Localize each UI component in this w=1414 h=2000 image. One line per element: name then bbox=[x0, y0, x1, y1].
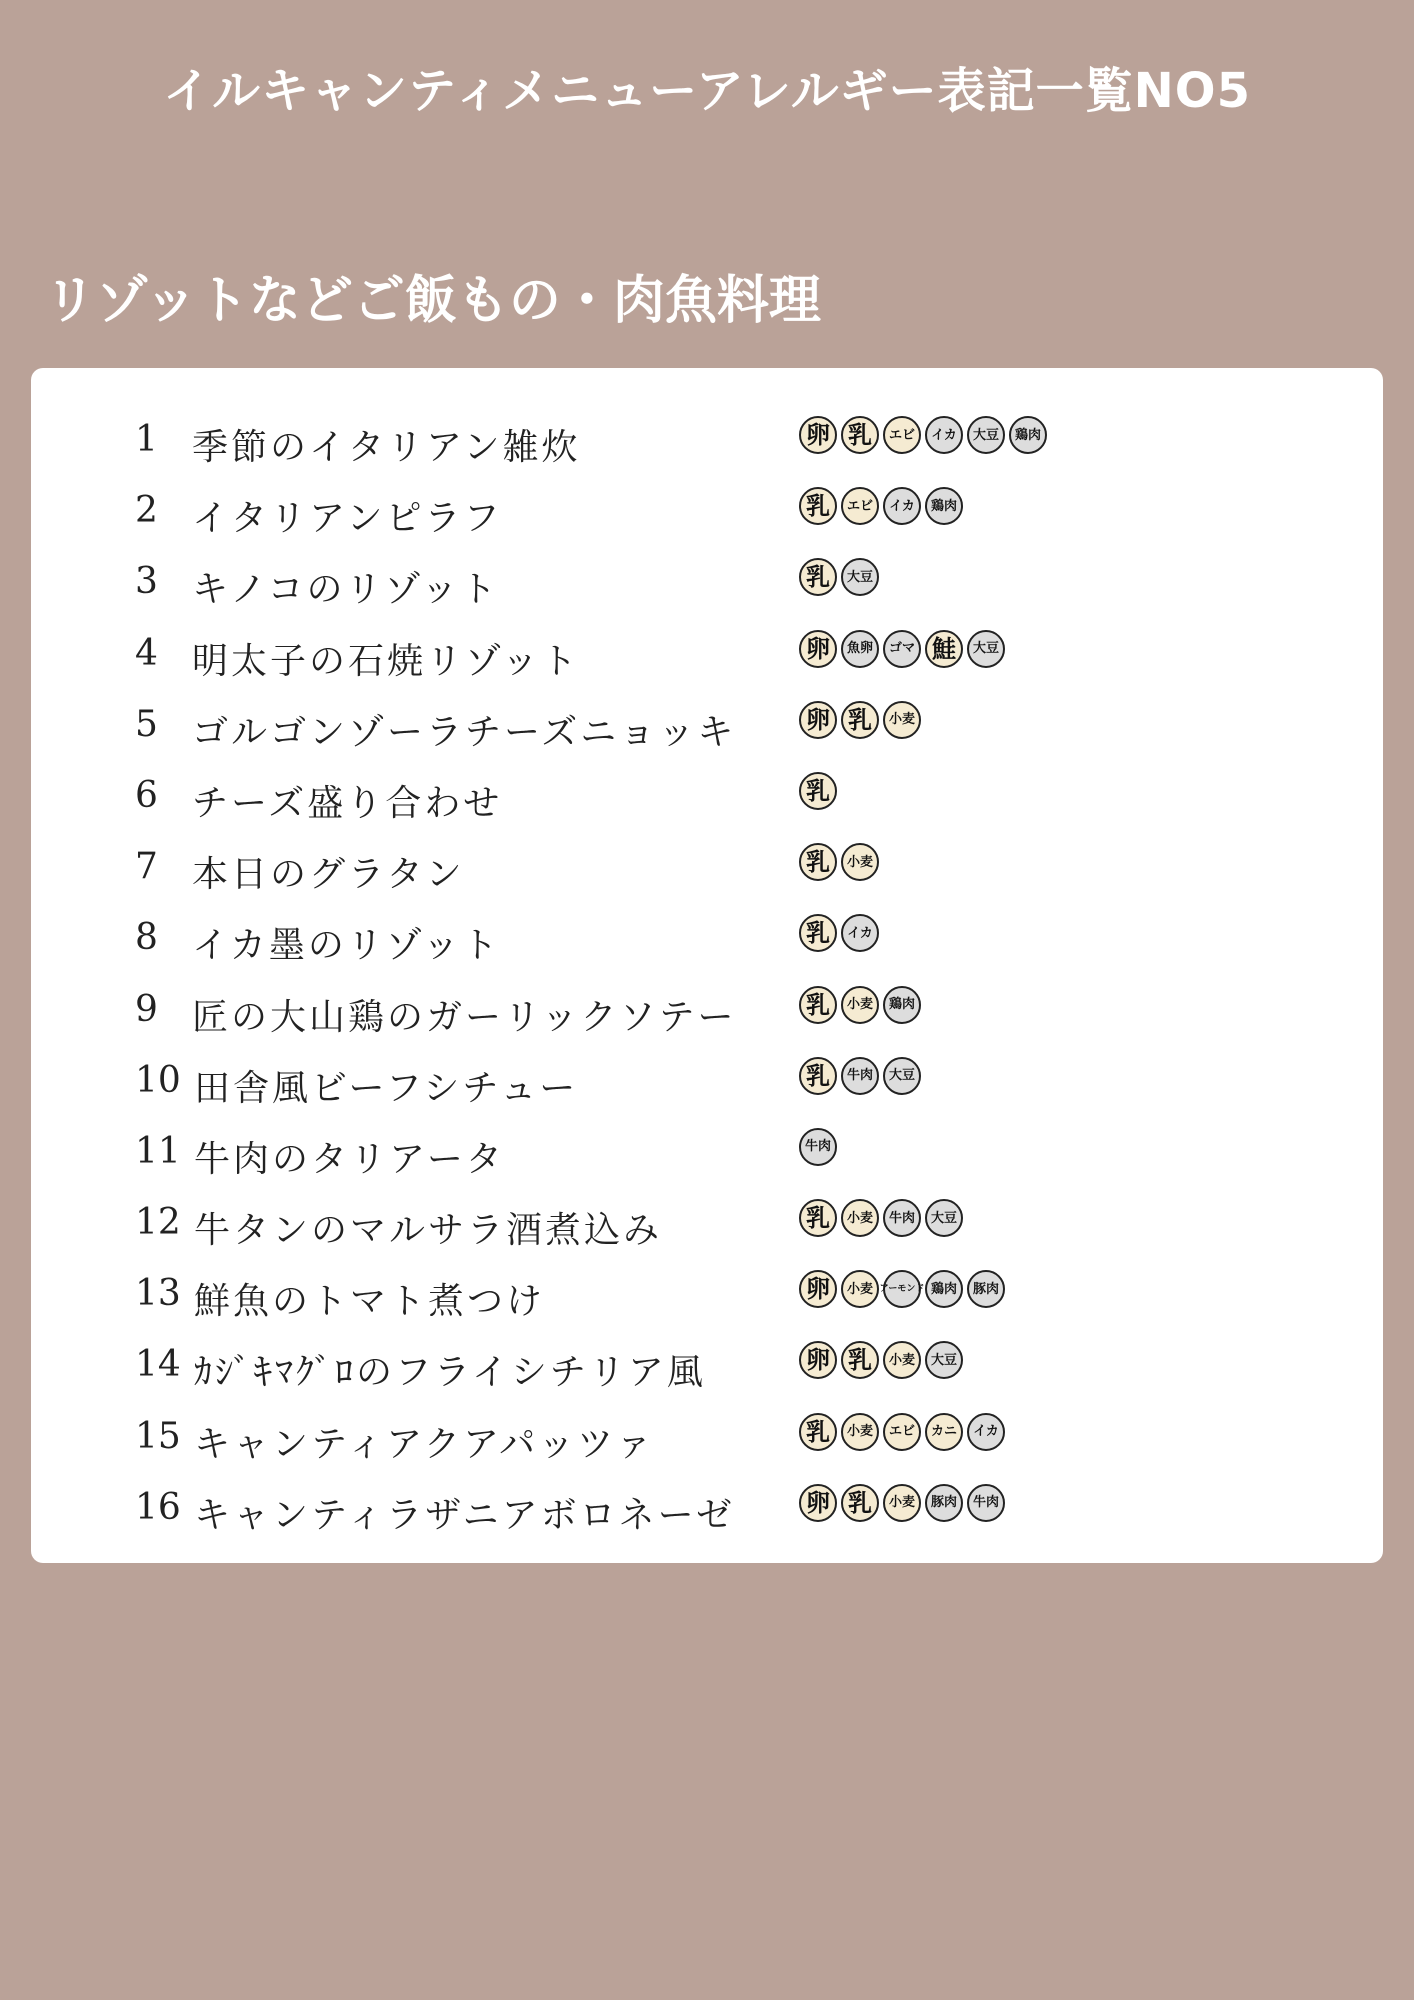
allergen-squid-icon: イカ bbox=[883, 487, 921, 525]
allergen-pork-icon: 豚肉 bbox=[967, 1270, 1005, 1308]
menu-item bbox=[31, 901, 1383, 972]
allergen-badges bbox=[799, 772, 837, 810]
menu-item bbox=[31, 973, 1383, 1044]
menu-item-number: 7 bbox=[135, 846, 158, 888]
menu-item-name: キャンティアクアパッツァ bbox=[194, 1423, 655, 1465]
allergen-wheat-icon: 小麦 bbox=[841, 986, 879, 1024]
allergen-milk-icon: 乳 bbox=[799, 914, 837, 952]
allergen-badges bbox=[799, 986, 921, 1024]
allergen-soy-icon: 大豆 bbox=[883, 1057, 921, 1095]
menu-item bbox=[31, 830, 1383, 901]
menu-item-number: 4 bbox=[135, 632, 158, 674]
menu-item-number: 12 bbox=[135, 1202, 181, 1244]
allergen-badges bbox=[799, 1057, 921, 1095]
allergen-soy-icon: 大豆 bbox=[967, 630, 1005, 668]
menu-item bbox=[31, 1186, 1383, 1257]
allergen-squid-icon: イカ bbox=[841, 914, 879, 952]
allergen-egg-icon: 卵 bbox=[799, 416, 837, 454]
menu-item-number: 5 bbox=[135, 703, 158, 745]
menu-item bbox=[31, 617, 1383, 688]
allergen-beef-icon: 牛肉 bbox=[841, 1057, 879, 1095]
menu-item-number: 8 bbox=[135, 917, 158, 959]
allergen-badges bbox=[799, 1484, 1005, 1522]
allergen-egg-icon: 卵 bbox=[799, 1341, 837, 1379]
menu-item-number: 14 bbox=[135, 1344, 181, 1386]
menu-item bbox=[31, 1257, 1383, 1328]
menu-item-name: イタリアンピラフ bbox=[192, 498, 503, 540]
menu-item-name: 明太子の石焼リゾット bbox=[192, 640, 580, 682]
allergen-soy-icon: 大豆 bbox=[967, 416, 1005, 454]
allergen-badges bbox=[799, 487, 963, 525]
allergen-soy-icon: 大豆 bbox=[841, 558, 879, 596]
allergen-milk-icon: 乳 bbox=[841, 701, 879, 739]
menu-item bbox=[31, 1400, 1383, 1471]
allergen-soy-icon: 大豆 bbox=[925, 1341, 963, 1379]
allergen-beef-icon: 牛肉 bbox=[799, 1128, 837, 1166]
menu-item-name: 田舎風ビーフシチュー bbox=[194, 1067, 579, 1109]
allergen-pork-icon: 豚肉 bbox=[925, 1484, 963, 1522]
menu-item-number: 13 bbox=[135, 1273, 181, 1315]
allergen-badges bbox=[799, 416, 1047, 454]
allergen-badges bbox=[799, 630, 1005, 668]
section-title: リゾットなどご飯もの・肉魚料理 bbox=[44, 271, 821, 331]
allergen-milk-icon: 乳 bbox=[799, 1057, 837, 1095]
allergen-milk-icon: 乳 bbox=[841, 1341, 879, 1379]
page-title: イルキャンティメニューアレルギー表記一覧NO5 bbox=[162, 63, 1252, 119]
allergen-badges bbox=[799, 1341, 963, 1379]
menu-item bbox=[31, 688, 1383, 759]
allergen-milk-icon: 乳 bbox=[799, 1199, 837, 1237]
menu-item-name: キノコのリゾット bbox=[192, 569, 500, 611]
allergen-milk-icon: 乳 bbox=[841, 1484, 879, 1522]
menu-item-name: 牛タンのマルサラ酒煮込み bbox=[194, 1210, 663, 1252]
allergen-milk-icon: 乳 bbox=[799, 1413, 837, 1451]
allergen-badges bbox=[799, 558, 879, 596]
menu-item-name: チーズ盛り合わせ bbox=[192, 782, 503, 824]
menu-item-name: キャンティラザニアボロネーゼ bbox=[194, 1494, 735, 1536]
menu-item bbox=[31, 545, 1383, 616]
allergen-chicken-icon: 鶏肉 bbox=[925, 1270, 963, 1308]
allergen-beef-icon: 牛肉 bbox=[883, 1199, 921, 1237]
allergen-badges bbox=[799, 914, 879, 952]
allergen-wheat-icon: 小麦 bbox=[883, 701, 921, 739]
allergen-milk-icon: 乳 bbox=[799, 487, 837, 525]
allergen-roe-icon: 魚卵 bbox=[841, 630, 879, 668]
allergen-badges bbox=[799, 1413, 1005, 1451]
menu-item-number: 9 bbox=[135, 988, 158, 1030]
allergen-almond-icon: アーモンド bbox=[883, 1270, 921, 1308]
allergen-sesame-icon: ゴマ bbox=[883, 630, 921, 668]
menu-item bbox=[31, 474, 1383, 545]
allergen-milk-icon: 乳 bbox=[799, 558, 837, 596]
menu-item-name: 本日のグラタン bbox=[192, 854, 465, 896]
menu-item-number: 6 bbox=[135, 774, 158, 816]
menu-item bbox=[31, 1328, 1383, 1399]
allergen-shrimp-icon: エビ bbox=[883, 416, 921, 454]
allergen-badges bbox=[799, 1199, 963, 1237]
allergen-wheat-icon: 小麦 bbox=[841, 1199, 879, 1237]
menu-item-number: 16 bbox=[135, 1486, 181, 1528]
allergen-badges bbox=[799, 701, 921, 739]
allergen-milk-icon: 乳 bbox=[799, 772, 837, 810]
allergen-beef-icon: 牛肉 bbox=[967, 1484, 1005, 1522]
menu-item bbox=[31, 1471, 1383, 1542]
menu-item-number: 1 bbox=[135, 419, 158, 460]
allergen-wheat-icon: 小麦 bbox=[841, 1413, 879, 1451]
menu-item-name: 牛肉のタリアータ bbox=[194, 1138, 505, 1180]
allergen-milk-icon: 乳 bbox=[799, 843, 837, 881]
menu-item-name: ｶｼﾞｷﾏｸﾞﾛのフライシチリア風 bbox=[194, 1352, 706, 1394]
allergen-egg-icon: 卵 bbox=[799, 630, 837, 668]
menu-item bbox=[31, 1115, 1383, 1186]
menu-item-name: ゴルゴンゾーラチーズニョッキ bbox=[192, 711, 737, 753]
allergen-wheat-icon: 小麦 bbox=[883, 1341, 921, 1379]
allergen-chicken-icon: 鶏肉 bbox=[925, 487, 963, 525]
menu-card bbox=[31, 368, 1383, 1563]
allergen-wheat-icon: 小麦 bbox=[841, 843, 879, 881]
allergen-chicken-icon: 鶏肉 bbox=[883, 986, 921, 1024]
menu-item-number: 3 bbox=[135, 561, 158, 603]
menu-item-name: 匠の大山鶏のガーリックソテー bbox=[192, 996, 737, 1038]
menu-item bbox=[31, 1044, 1383, 1115]
allergen-squid-icon: イカ bbox=[925, 416, 963, 454]
allergen-egg-icon: 卵 bbox=[799, 701, 837, 739]
allergen-soy-icon: 大豆 bbox=[925, 1199, 963, 1237]
menu-item-number: 2 bbox=[135, 490, 158, 532]
menu-item-number: 11 bbox=[135, 1130, 181, 1172]
allergen-badges bbox=[799, 1270, 1005, 1308]
allergen-crab-icon: カニ bbox=[925, 1413, 963, 1451]
allergen-squid-icon: イカ bbox=[967, 1413, 1005, 1451]
allergen-milk-icon: 乳 bbox=[841, 416, 879, 454]
allergen-egg-icon: 卵 bbox=[799, 1270, 837, 1308]
menu-item bbox=[31, 759, 1383, 830]
allergen-chicken-icon: 鶏肉 bbox=[1009, 416, 1047, 454]
allergen-badges bbox=[799, 843, 879, 881]
allergen-milk-icon: 乳 bbox=[799, 986, 837, 1024]
menu-item-number: 10 bbox=[135, 1059, 181, 1101]
allergen-badges bbox=[799, 1128, 837, 1166]
allergen-egg-icon: 卵 bbox=[799, 1484, 837, 1522]
menu-item-name: イカ墨のリゾット bbox=[192, 925, 501, 967]
menu-item-name: 鮮魚のトマト煮つけ bbox=[194, 1281, 546, 1323]
allergen-shrimp-icon: エビ bbox=[883, 1413, 921, 1451]
menu-item-number: 15 bbox=[135, 1415, 181, 1457]
allergen-shrimp-icon: エビ bbox=[841, 487, 879, 525]
menu-item bbox=[31, 403, 1383, 474]
allergen-wheat-icon: 小麦 bbox=[841, 1270, 879, 1308]
menu-item-name: 季節のイタリアン雑炊 bbox=[192, 427, 581, 468]
allergen-salmon-icon: 鮭 bbox=[925, 630, 963, 668]
menu-list bbox=[31, 403, 1383, 1542]
allergen-wheat-icon: 小麦 bbox=[883, 1484, 921, 1522]
